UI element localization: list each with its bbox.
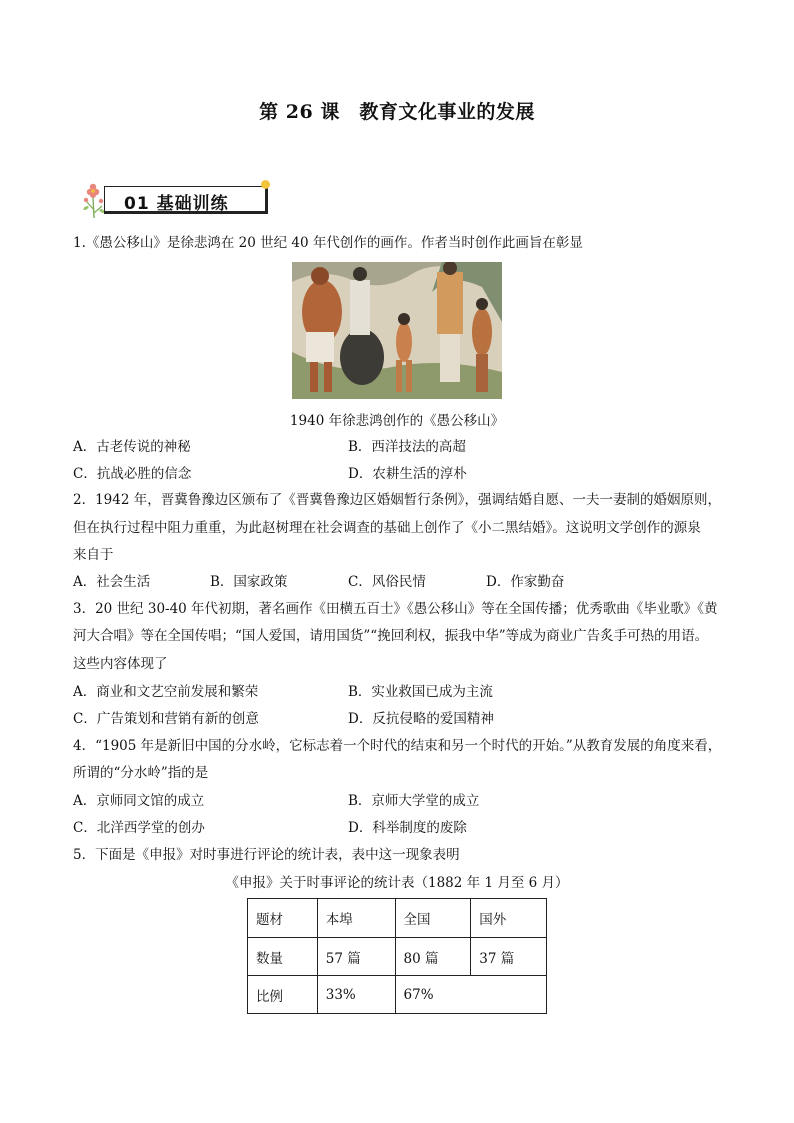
table-cell: 67%: [395, 976, 546, 1014]
q1-option-a[interactable]: A．古老传说的神秘: [73, 439, 191, 455]
table-cell: 比例: [248, 976, 318, 1014]
table-row: [248, 976, 547, 1014]
q3-option-d[interactable]: D．反抗侵略的爱国精神: [348, 711, 494, 727]
q4-option-a[interactable]: A．京师同文馆的成立: [73, 793, 205, 809]
section-label: 01 基础训练: [124, 194, 229, 214]
q1-stem: 1.《愚公移山》是徐悲鸿在 20 世纪 40 年代创作的画作。作者当时创作此画旨在彰显: [73, 235, 583, 251]
q2-option-a[interactable]: A．社会生活: [73, 574, 151, 590]
q1-option-d[interactable]: D．农耕生活的淳朴: [348, 466, 467, 482]
table-cell: 数量: [248, 938, 318, 976]
table-cell: 题材: [248, 899, 318, 938]
q2-line-3: 来自于: [73, 547, 114, 563]
painting-caption: 1940 年徐悲鸿创作的《愚公移山》: [289, 413, 505, 429]
q4-option-b[interactable]: B．京师大学堂的成立: [348, 793, 480, 809]
table-cell: 37 篇: [471, 938, 547, 976]
q3-option-a[interactable]: A．商业和文艺空前发展和繁荣: [73, 684, 259, 700]
q5-stem: 5．下面是《申报》对时事进行评论的统计表，表中这一现象表明: [73, 847, 460, 863]
q2-option-d[interactable]: D．作家勤奋: [486, 574, 565, 590]
q3-option-c[interactable]: C．广告策划和营销有新的创意: [73, 711, 259, 727]
painting-image: [292, 262, 502, 399]
q2-line-1: 2．1942 年，晋冀鲁豫边区颁布了《晋冀鲁豫边区婚姻暂行条例》，强调结婚自愿、一夫一妻制的婚姻原则，: [73, 492, 721, 508]
q2-line-2: 但在执行过程中阻力重重，为此赵树理在社会调查的基础上创作了《小二黑结婚》。这说明文学创作的源泉: [73, 520, 701, 536]
table-cell: 全国: [395, 899, 471, 938]
q4-option-d[interactable]: D．科举制度的废除: [348, 820, 467, 836]
q3-option-b[interactable]: B．实业救国已成为主流: [348, 684, 493, 700]
q1-option-b[interactable]: B．西洋技法的高超: [348, 439, 466, 455]
q2-option-c[interactable]: C．风俗民情: [348, 574, 426, 590]
table-cell: 80 篇: [395, 938, 471, 976]
table-cell: 33%: [317, 976, 395, 1014]
table-cell: 国外: [471, 899, 547, 938]
table-row: [248, 899, 547, 938]
section-header: [80, 180, 276, 220]
painting-figures: [292, 262, 502, 399]
q2-option-b[interactable]: B．国家政策: [210, 574, 288, 590]
table-row: [248, 938, 547, 976]
q3-line-2: 河大合唱》等在全国传唱；“国人爱国，请用国货”“挽回利权，振我中华”等成为商业广告炙手可热的用语。: [73, 628, 709, 644]
q1-option-c[interactable]: C．抗战必胜的信念: [73, 466, 192, 482]
q4-line-1: 4．“1905 年是新旧中国的分水岭，它标志着一个时代的结束和另一个时代的开始。”从教育发展的角度来看，: [73, 738, 722, 754]
q4-option-c[interactable]: C．北洋西学堂的创办: [73, 820, 205, 836]
q3-line-3: 这些内容体现了: [73, 656, 168, 672]
q3-line-1: 3．20 世纪 30-40 年代初期，著名画作《田横五百士》《愚公移山》等在全国传播；优秀歌曲《毕业歌》《黄: [73, 601, 718, 617]
stats-table: [247, 898, 547, 1014]
q4-line-2: 所谓的“分水岭”指的是: [73, 765, 209, 781]
table-caption: 《申报》关于时事评论的统计表（1882 年 1 月至 6 月）: [225, 875, 569, 891]
decor-dot: [261, 180, 270, 189]
table-cell: 本埠: [317, 899, 395, 938]
table-cell: 57 篇: [317, 938, 395, 976]
page-title: 第 26 课 教育文化事业的发展: [259, 101, 535, 123]
